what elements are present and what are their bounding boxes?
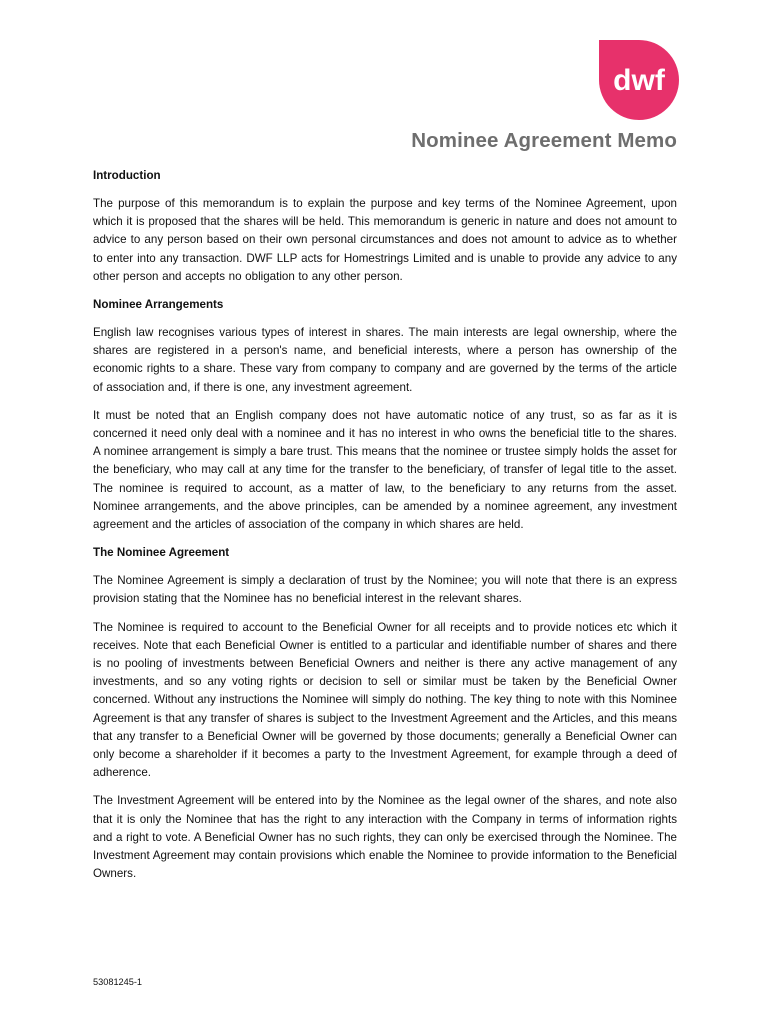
document-reference: 53081245-1 [93,977,143,987]
section-heading-nominee-arrangements: Nominee Arrangements [93,298,224,312]
paragraph: It must be noted that an English company does not have automatic notice of any trust, so as far as it is concerned it need only deal with a nominee and it has no interest in who owns the beneficial title to the shares. A nominee arrangement is simply a bare trust. This means that the nominee or trustee simply holds the asset for the beneficiary, who may call at any time for the transfer to the beneficiary, of transfer of legal title to the asset. The nominee is required to account, as a matter of law, to the beneficiary to any returns from the asset. Nominee arrangements, and the above principles, can be amended by a nominee agreement, any investment agreement and the articles of association of the company in which shares are held. [93,408,677,532]
paragraph: The Investment Agreement will be entered into by the Nominee as the legal owner of the shares, and note also that it is only the Nominee that has the right to any interaction with the Company in terms of information rights and a right to vote. A Beneficial Owner has no such rights, they can only be exercised through the Nominee. The Investment Agreement may contain provisions which enable the Nominee to provide information to the Beneficial Owners. [93,794,677,881]
section-heading-introduction: Introduction [93,169,161,182]
paragraph: The Nominee Agreement is simply a declaration of trust by the Nominee; you will note that there is an express provision stating that the Nominee has no beneficial interest in the relevant shares. [93,574,677,606]
paragraph: The Nominee is required to account to the Beneficial Owner for all receipts and to provide notices etc which it receives. Note that each Beneficial Owner is entitled to a particular and identifiable number of shares and there is no pooling of investments between Beneficial Owners and neither is there any active management of any investments, and so any voting rights or decision to sell or similar must be taken by the Beneficial Owner concerned. Without any instructions the Nominee will simply do nothing. The key thing to note with this Nominee Agreement is that any transfer of shares is subject to the Investment Agreement and the Articles, and this means that any transfer to a Beneficial Owner will be governed by those documents; generally a Beneficial Owner can only become a shareholder if it becomes a party to the Investment Agreement, for example through a deed of adherence. [93,620,677,780]
dwf-logo-mark [599,40,679,120]
paragraph: The purpose of this memorandum is to explain the purpose and key terms of the Nominee Agreement, upon which it is proposed that the shares will be held. This memorandum is generic in nature and does not amount to advice to any person based on their own personal circumstances and does not amount to advice as to whether to enter into any transaction. DWF LLP acts for Homestrings Limited and is unable to provide any advice to any other person and accepts no obligation to any other person. [93,197,677,283]
paragraph: English law recognises various types of interest in shares. The main interests are legal ownership, where the shares are registered in a person's name, and beneficial interests, where a person has ownership of the economic rights to a share. These vary from company to company and are governed by the terms of the article of association and, if there is one, any investment agreement. [93,326,677,394]
document-body [93,167,677,884]
logo-text: dwf [613,64,665,97]
dwf-logo [599,40,679,120]
section-heading-the-nominee-agreement: The Nominee Agreement [93,546,230,560]
page-title: Nominee Agreement Memo [411,129,677,152]
